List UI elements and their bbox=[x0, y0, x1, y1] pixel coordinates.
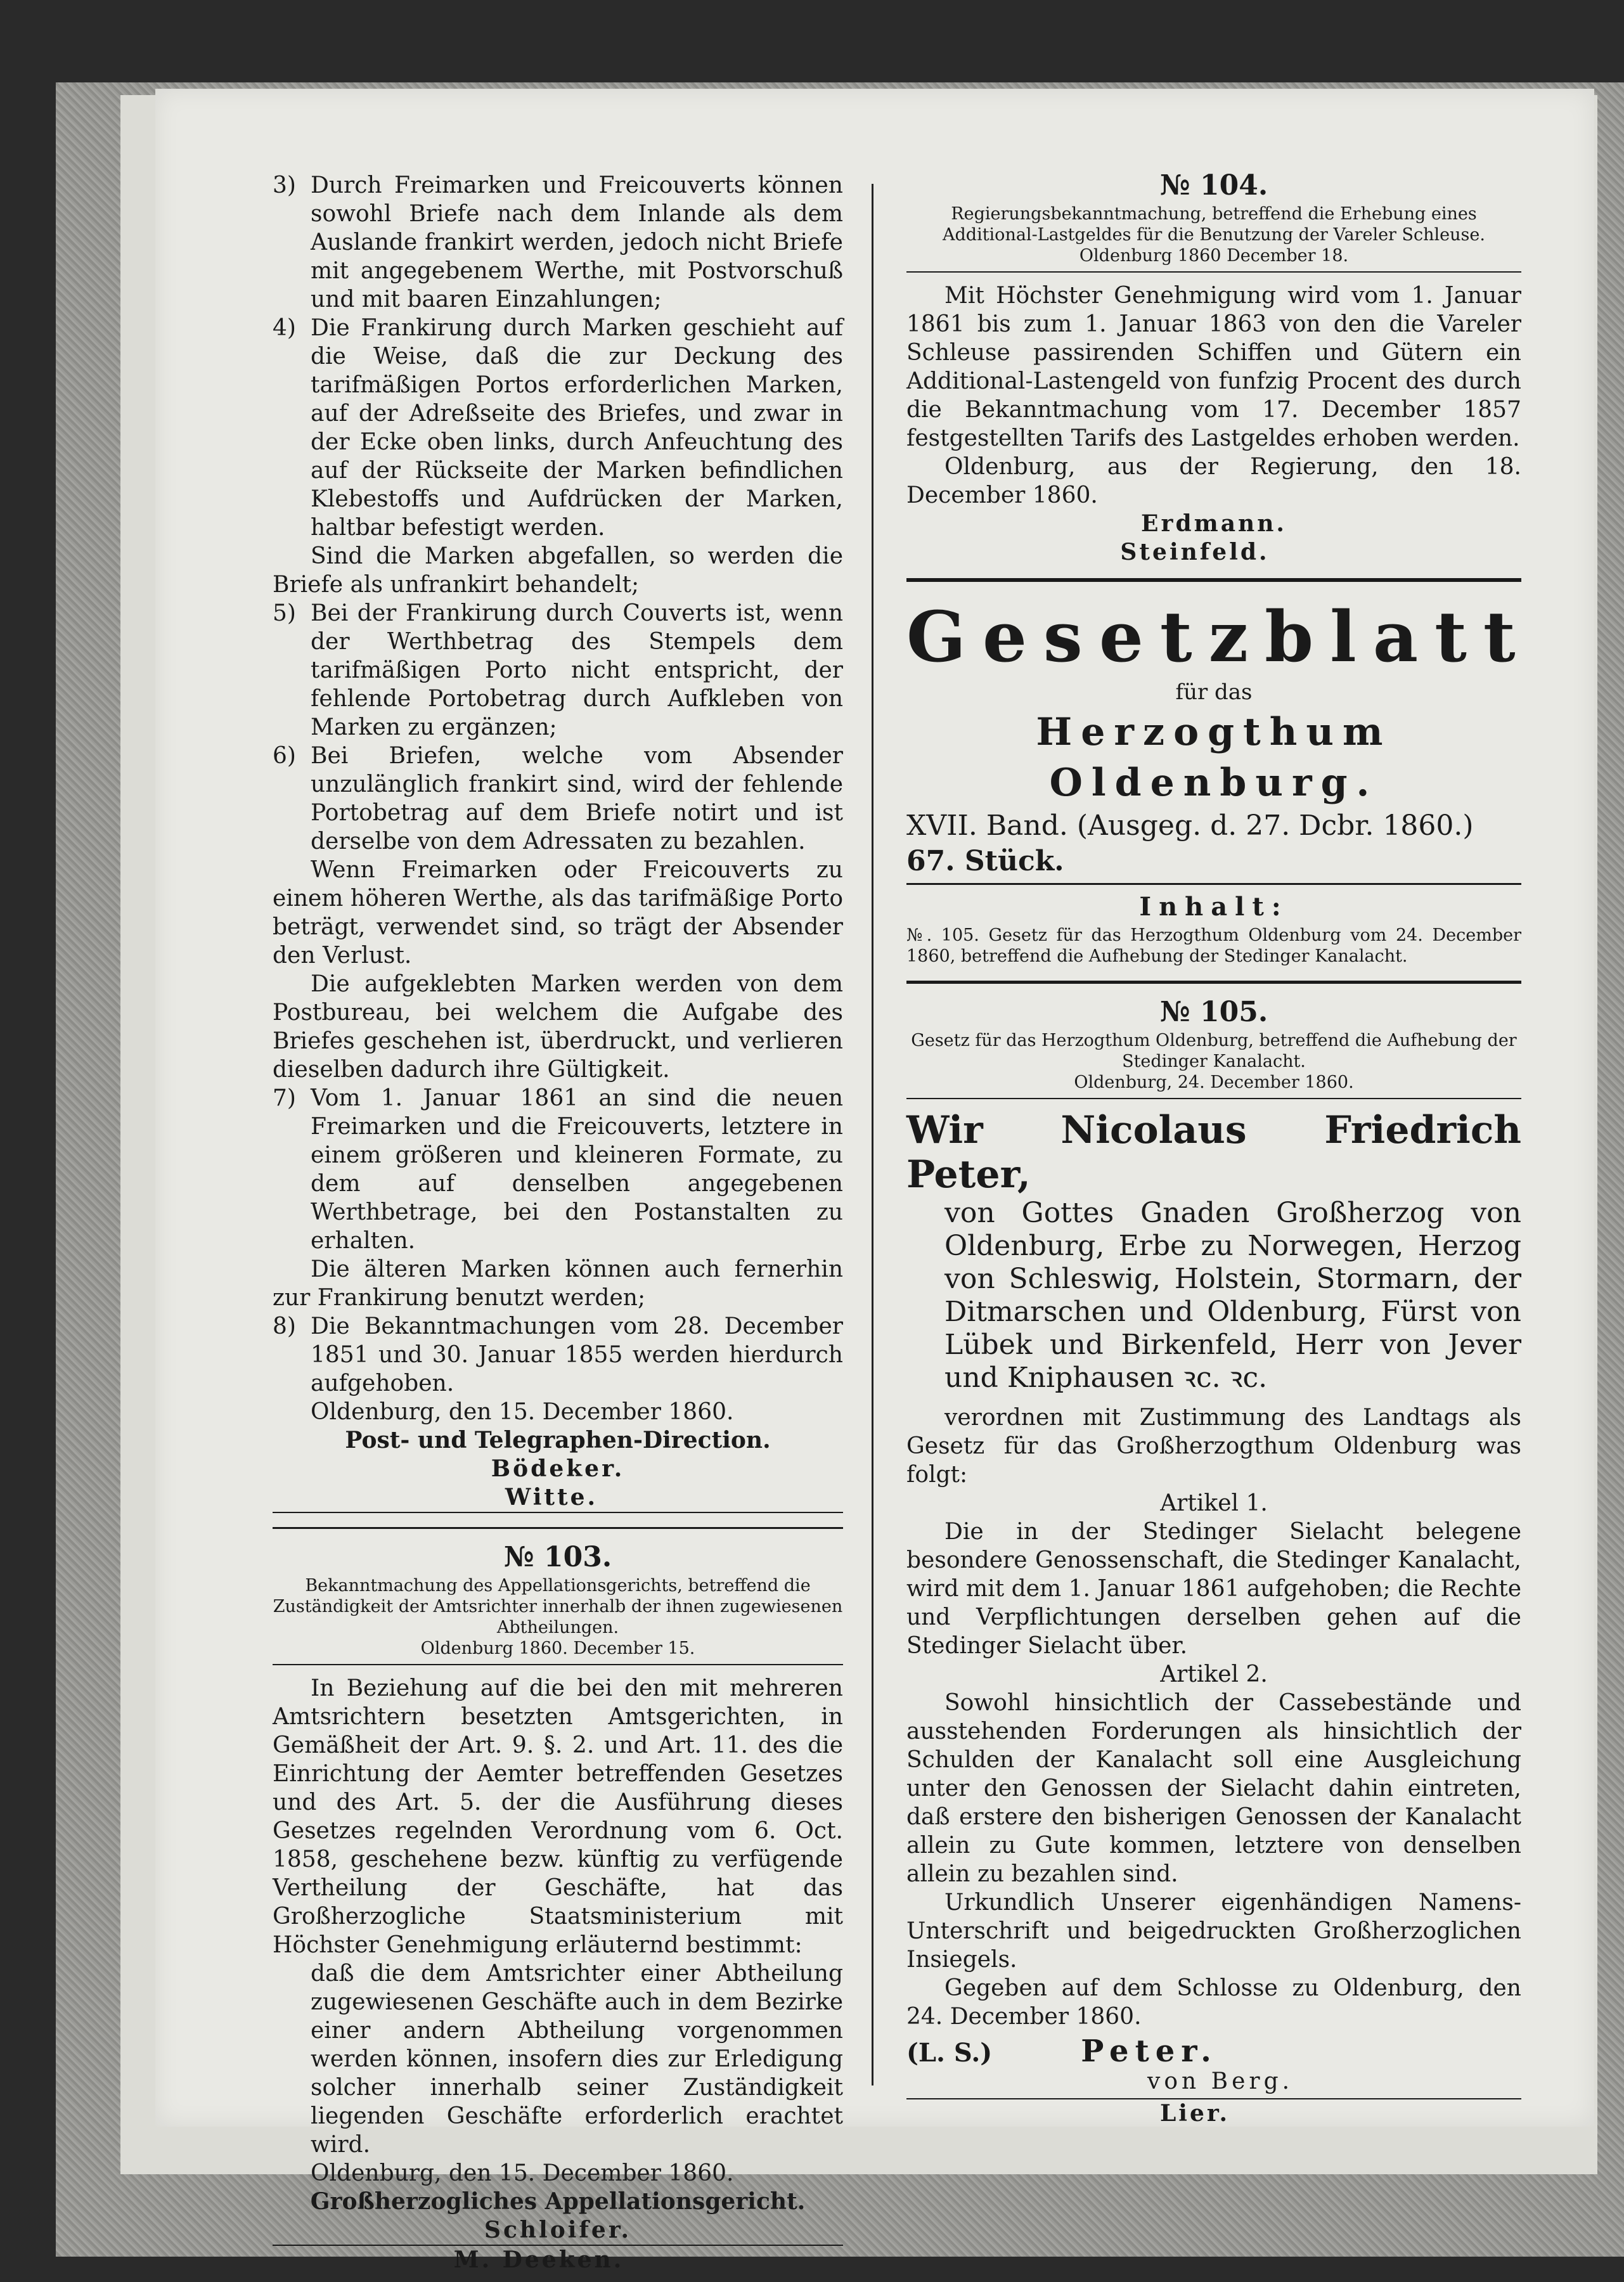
paragraph: Die aufgeklebten Marken werden von dem Postbureau, bei welchem die Aufgabe des Briefes geschehen ist, überdruckt, und verlieren dieselben dadurch ihre Gültigkeit. bbox=[273, 971, 843, 1083]
dateline: Oldenburg 1860 December 18. bbox=[906, 245, 1521, 273]
signature: Lier. bbox=[1159, 2100, 1230, 2127]
paragraph: daß die dem Amtsrichter einer Abtheilung zugewiesenen Geschäfte auch in dem Bezirke einer andern Abtheilung vorgenommen werden können, insofern dies zur Erledigung solcher innerhalb seiner Zuständigkeit liegenden Geschäfte erforderlich erachtet wird. bbox=[311, 1961, 843, 2158]
signature: Witte. bbox=[273, 1483, 843, 1513]
item-number: 3) bbox=[273, 172, 296, 198]
item-number: 7) bbox=[273, 1085, 296, 1111]
paragraph: In Beziehung auf die bei den mit mehreren Amtsrichtern besetzten Amtsgerichten, in Gemäßheit der Art. 9. §. 2. und Art. 11. des die Einrichtung der Aemter betreffenden Gesetzes und des Art. 5. der die Ausführung dieses Gesetzes regelnden Verordnung vom 6. Oct. 1858, geschehene bezw. künftig zu verfügende Vertheilung der Geschäfte, hat das Großherzogliche Staatsministerium mit Höchster Genehmigung erläuternd bestimmt: bbox=[273, 1675, 843, 1958]
item-text: Bei der Frankirung durch Couverts ist, wenn der Werthbetrag des Stempels dem tarifmäßigen Porto nicht entspricht, der fehlende Portobetrag durch Aufkleben von Marken zu ergänzen; bbox=[311, 600, 843, 740]
volume-info: XVII. Band. (Ausgeg. d. 27. Dcbr. 1860.) bbox=[906, 809, 1474, 842]
signature: Schloifer. bbox=[273, 2216, 843, 2246]
section-rule bbox=[906, 981, 1521, 984]
paragraph: Wenn Freimarken oder Freicouverts zu einem höheren Werthe, als das tarifmäßige Porto beträgt, verwendet sind, so trägt der Absender den Verlust. bbox=[273, 857, 843, 969]
sovereign-titles: von Gottes Gnaden Großherzog von Oldenburg, Erbe zu Norwegen, Herzog von Schleswig, Holstein, Stormarn, der Ditmarschen und Oldenburg, Fürst von Lübek und Birkenfeld, Herr von Jever und Kniphausen ꝛc. ꝛc. bbox=[944, 1197, 1521, 1394]
contents-entry: №. 105. Gesetz für das Herzogthum Oldenburg vom 24. December 1860, betreffend die Aufhebung der Stedinger Kanalacht. bbox=[906, 925, 1521, 966]
decree-number: № 105. bbox=[1159, 996, 1268, 1028]
item-text: Bei Briefen, welche vom Absender unzulänglich frankirt sind, wird der fehlende Portobetrag auf dem Briefe notirt und ist derselbe von dem Adressaten zu bezahlen. bbox=[311, 743, 843, 854]
list-item bbox=[273, 171, 843, 314]
dateline: Oldenburg, 24. December 1860. bbox=[906, 1072, 1521, 1099]
masthead-subtitle: für das bbox=[1175, 680, 1253, 705]
signature: von Berg. bbox=[906, 2067, 1521, 2099]
paragraph: Urkundlich Unserer eigenhändigen Namens-Unterschrift und beigedruckten Großherzoglichen Insiegels. bbox=[906, 1890, 1521, 1973]
authority: Post- und Telegraphen-Direction. bbox=[345, 1427, 771, 1454]
masthead-title: Gesetzblatt bbox=[906, 596, 1532, 678]
date-line: Oldenburg, den 15. December 1860. bbox=[311, 2160, 734, 2186]
left-column bbox=[273, 171, 843, 2274]
signature: Bödeker. bbox=[491, 1455, 625, 1482]
paragraph: Gegeben auf dem Schlosse zu Oldenburg, den 24. December 1860. bbox=[906, 1975, 1521, 2030]
decree-heading: Gesetz für das Herzogthum Oldenburg, betreffend die Aufhebung der Stedinger Kanalacht. bbox=[911, 1031, 1517, 1071]
item-text: Die Frankirung durch Marken geschieht auf die Weise, daß die zur Deckung des tarifmäßigen Portos erforderlichen Marken, auf der Adreßseite des Briefes, und zwar in der Ecke oben links, durch Anfeuchtung des auf der Rückseite der Marken befindlichen Klebestoffs und Aufdrücken der Marken, haltbar befestigt werden. bbox=[311, 315, 843, 541]
article-heading: Artikel 1. bbox=[1160, 1490, 1268, 1516]
authority: Großherzogliches Appellationsgericht. bbox=[310, 2188, 806, 2215]
item-number: 4) bbox=[273, 315, 296, 341]
section-rule bbox=[273, 1527, 843, 1529]
item-number: 5) bbox=[273, 600, 296, 626]
right-column bbox=[906, 169, 1532, 2128]
paragraph: Mit Höchster Genehmigung wird vom 1. Januar 1861 bis zum 1. Januar 1863 von den die Vareler Schleuse passirenden Schiffen und Gütern ein Additional-Lastengeld von funfzig Procent des durch die Bekanntmachung vom 17. December 1857 festgestellten Tarifs des Lastgeldes erhoben werden. bbox=[906, 283, 1521, 451]
issue-line bbox=[906, 808, 1521, 885]
seal-line bbox=[906, 2034, 1521, 2069]
article-heading: Artikel 2. bbox=[1160, 1661, 1268, 1687]
item-text: Die Bekanntmachungen vom 28. December 1851 und 30. Januar 1855 werden hierdurch aufgehoben. bbox=[311, 1313, 843, 1396]
list-item bbox=[273, 742, 843, 856]
item-number: 8) bbox=[273, 1313, 296, 1339]
decree-heading: Bekanntmachung des Appellationsgerichts, betreffend die Zuständigkeit der Amtsrichter innerhalb der ihnen zugewiesenen Abtheilungen. bbox=[273, 1576, 843, 1637]
section-rule bbox=[906, 578, 1521, 582]
dateline: Oldenburg 1860. December 15. bbox=[273, 1638, 843, 1665]
item-number: 6) bbox=[273, 743, 296, 769]
list-item bbox=[273, 1084, 843, 1255]
contents-heading: Inhalt: bbox=[1139, 892, 1289, 922]
list-item bbox=[273, 314, 843, 542]
paragraph: Sind die Marken abgefallen, so werden die Briefe als unfrankirt behandelt; bbox=[273, 543, 843, 598]
list-item bbox=[273, 599, 843, 742]
signature: Peter. bbox=[1081, 2034, 1218, 2069]
decree-number: № 104. bbox=[1159, 169, 1268, 202]
date-line: Oldenburg, den 15. December 1860. bbox=[311, 1399, 734, 1425]
item-text: Vom 1. Januar 1861 an sind die neuen Freimarken und die Freicouverts, letztere in einem größeren und kleineren Formate, zu dem auf denselben angegebenen Werthbetrage, bei den Postanstalten zu erhalten. bbox=[311, 1085, 843, 1254]
paragraph: Die in der Stedinger Sielacht belegene besondere Genossenschaft, die Stedinger Kanalacht, wird mit dem 1. Januar 1861 aufgehoben; die Rechte und Verpflichtungen derselben gehen auf die Stedinger Sielacht über. bbox=[906, 1519, 1521, 1659]
paragraph: verordnen mit Zustimmung des Landtags als Gesetz für das Großherzogthum Oldenburg was folgt: bbox=[906, 1405, 1521, 1488]
signature: M. Deeken. bbox=[453, 2247, 624, 2273]
sovereign-name: Wir Nicolaus Friedrich Peter, bbox=[906, 1108, 1521, 1197]
column-divider bbox=[872, 184, 873, 2085]
list-item bbox=[273, 1312, 843, 1398]
item-text: Durch Freimarken und Freicouverts können sowohl Briefe nach dem Inlande als dem Auslande frankirt werden, jedoch nicht Briefe mit angegebenem Werthe, mit Postvorschuß und mit baaren Einzahlungen; bbox=[311, 172, 843, 313]
paragraph: Sowohl hinsichtlich der Cassebestände und ausstehenden Forderungen als hinsichtlich der Schulden der Kanalacht soll eine Ausgleichung unter den Genossen der Sielacht dahin eintreten, daß erstere den bisherigen Genossen der Kanalacht allein zu Gute kommen, letztere von denselben allein zu bezahlen sind. bbox=[906, 1690, 1521, 1887]
masthead-territory: Herzogthum Oldenburg. bbox=[1036, 710, 1392, 805]
signature: Erdmann. bbox=[1141, 510, 1287, 537]
decree-heading: Regierungsbekanntmachung, betreffend die Erhebung eines Additional-Lastgeldes für die Benutzung der Vareler Schleuse. bbox=[943, 204, 1485, 245]
signature: Steinfeld. bbox=[1120, 539, 1270, 565]
seal-mark: (L. S.) bbox=[906, 2038, 993, 2068]
date-line: Oldenburg, aus der Regierung, den 18. December 1860. bbox=[906, 454, 1521, 508]
paragraph: Die älteren Marken können auch fernerhin zur Frankirung benutzt werden; bbox=[273, 1256, 843, 1311]
decree-number: № 103. bbox=[503, 1541, 612, 1573]
issue-number: 67. Stück. bbox=[906, 845, 1064, 877]
